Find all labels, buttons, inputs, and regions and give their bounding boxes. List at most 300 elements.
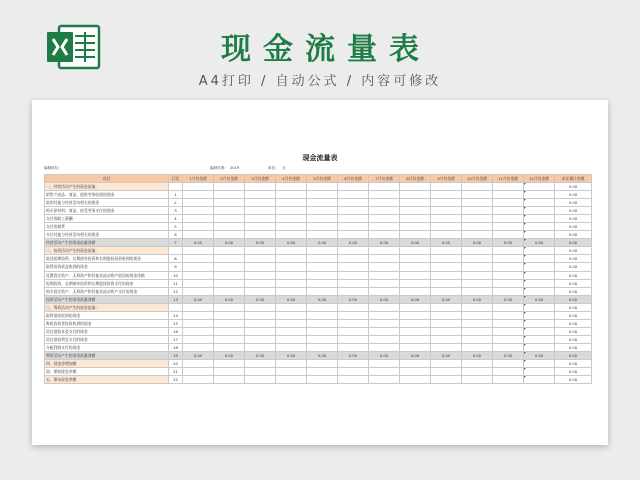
annual-total-cell[interactable]: 0.00 bbox=[555, 360, 592, 368]
month-amount-cell[interactable] bbox=[369, 376, 400, 384]
month-amount-cell[interactable] bbox=[431, 183, 462, 191]
row-line-number[interactable]: 15 bbox=[169, 319, 183, 327]
month-amount-cell[interactable] bbox=[493, 263, 524, 271]
month-amount-cell[interactable] bbox=[369, 287, 400, 295]
month-amount-cell[interactable] bbox=[183, 231, 214, 239]
month-amount-cell[interactable] bbox=[493, 343, 524, 351]
month-amount-cell[interactable] bbox=[276, 183, 307, 191]
month-amount-cell[interactable] bbox=[338, 223, 369, 231]
month-amount-cell[interactable] bbox=[462, 343, 493, 351]
month-amount-cell[interactable] bbox=[462, 327, 493, 335]
month-amount-cell[interactable] bbox=[462, 247, 493, 255]
month-amount-cell[interactable] bbox=[493, 207, 524, 215]
month-amount-cell[interactable] bbox=[431, 279, 462, 287]
annual-total-cell[interactable]: 0.00 bbox=[555, 199, 592, 207]
month-amount-cell[interactable] bbox=[307, 303, 338, 311]
row-line-number[interactable] bbox=[169, 183, 183, 191]
month-amount-cell[interactable] bbox=[307, 183, 338, 191]
month-amount-cell[interactable] bbox=[245, 263, 276, 271]
month-amount-cell[interactable] bbox=[183, 335, 214, 343]
month-amount-cell[interactable] bbox=[307, 255, 338, 263]
month-amount-cell[interactable] bbox=[276, 311, 307, 319]
month-amount-cell[interactable] bbox=[276, 303, 307, 311]
month-amount-cell[interactable] bbox=[369, 215, 400, 223]
row-label[interactable]: 支付其他与经营活动相关的现金 bbox=[45, 231, 169, 239]
month-amount-cell[interactable] bbox=[369, 303, 400, 311]
annual-total-cell[interactable]: 0.00 bbox=[555, 223, 592, 231]
month-amount-cell[interactable] bbox=[245, 191, 276, 199]
month-amount-cell[interactable] bbox=[400, 303, 431, 311]
month-amount-cell[interactable] bbox=[276, 279, 307, 287]
month-amount-cell[interactable] bbox=[462, 271, 493, 279]
month-amount-cell[interactable] bbox=[338, 263, 369, 271]
month-amount-cell[interactable] bbox=[462, 207, 493, 215]
month-amount-cell[interactable] bbox=[431, 223, 462, 231]
month-amount-cell[interactable]: 0.00 bbox=[431, 295, 462, 303]
month-amount-cell[interactable] bbox=[214, 207, 245, 215]
month-amount-cell[interactable] bbox=[245, 303, 276, 311]
month-amount-cell[interactable] bbox=[493, 247, 524, 255]
month-amount-cell[interactable] bbox=[307, 360, 338, 368]
row-line-number[interactable]: 5 bbox=[169, 223, 183, 231]
annual-total-cell[interactable]: 0.00 bbox=[555, 239, 592, 247]
month-amount-cell[interactable] bbox=[524, 335, 555, 343]
month-amount-cell[interactable] bbox=[276, 263, 307, 271]
row-label[interactable]: 收回短期投资、长期债券投资和长期股权投资收到的现金 bbox=[45, 255, 169, 263]
month-amount-cell[interactable] bbox=[400, 255, 431, 263]
row-line-number[interactable]: 19 bbox=[169, 351, 183, 359]
month-amount-cell[interactable]: 0.00 bbox=[338, 295, 369, 303]
month-amount-cell[interactable]: 0.00 bbox=[524, 239, 555, 247]
annual-total-cell[interactable]: 0.00 bbox=[555, 271, 592, 279]
annual-total-cell[interactable]: 0.00 bbox=[555, 335, 592, 343]
row-line-number[interactable]: 7 bbox=[169, 239, 183, 247]
month-amount-cell[interactable] bbox=[431, 311, 462, 319]
month-amount-cell[interactable] bbox=[431, 255, 462, 263]
month-amount-cell[interactable] bbox=[400, 247, 431, 255]
month-amount-cell[interactable]: 0.00 bbox=[245, 239, 276, 247]
month-amount-cell[interactable] bbox=[369, 231, 400, 239]
month-amount-cell[interactable] bbox=[400, 263, 431, 271]
row-line-number[interactable]: 3 bbox=[169, 207, 183, 215]
month-amount-cell[interactable] bbox=[307, 327, 338, 335]
month-amount-cell[interactable] bbox=[214, 376, 245, 384]
month-amount-cell[interactable] bbox=[369, 199, 400, 207]
month-amount-cell[interactable] bbox=[400, 319, 431, 327]
month-amount-cell[interactable] bbox=[276, 215, 307, 223]
month-amount-cell[interactable] bbox=[524, 231, 555, 239]
month-amount-cell[interactable] bbox=[400, 279, 431, 287]
month-amount-cell[interactable] bbox=[524, 327, 555, 335]
month-amount-cell[interactable] bbox=[462, 231, 493, 239]
month-amount-cell[interactable] bbox=[338, 247, 369, 255]
month-amount-cell[interactable] bbox=[493, 191, 524, 199]
annual-total-cell[interactable]: 0.00 bbox=[555, 295, 592, 303]
month-amount-cell[interactable] bbox=[245, 368, 276, 376]
month-amount-cell[interactable] bbox=[338, 335, 369, 343]
month-amount-cell[interactable] bbox=[493, 327, 524, 335]
month-amount-cell[interactable]: 0.00 bbox=[276, 295, 307, 303]
month-amount-cell[interactable] bbox=[462, 223, 493, 231]
month-amount-cell[interactable] bbox=[369, 191, 400, 199]
month-amount-cell[interactable] bbox=[245, 207, 276, 215]
annual-total-cell[interactable]: 0.00 bbox=[555, 311, 592, 319]
month-amount-cell[interactable]: 0.00 bbox=[400, 295, 431, 303]
month-amount-cell[interactable] bbox=[493, 183, 524, 191]
month-amount-cell[interactable] bbox=[245, 231, 276, 239]
row-label[interactable]: 三、筹资活动产生的现金流量: bbox=[45, 303, 169, 311]
month-amount-cell[interactable] bbox=[183, 263, 214, 271]
month-amount-cell[interactable] bbox=[338, 319, 369, 327]
month-amount-cell[interactable] bbox=[276, 255, 307, 263]
row-line-number[interactable]: 13 bbox=[169, 295, 183, 303]
month-amount-cell[interactable] bbox=[183, 287, 214, 295]
month-amount-cell[interactable] bbox=[338, 255, 369, 263]
month-amount-cell[interactable] bbox=[245, 271, 276, 279]
month-amount-cell[interactable]: 0.00 bbox=[276, 351, 307, 359]
month-amount-cell[interactable] bbox=[400, 343, 431, 351]
month-amount-cell[interactable] bbox=[524, 287, 555, 295]
month-amount-cell[interactable] bbox=[462, 287, 493, 295]
month-amount-cell[interactable] bbox=[214, 327, 245, 335]
annual-total-cell[interactable]: 0.00 bbox=[555, 183, 592, 191]
month-amount-cell[interactable] bbox=[276, 319, 307, 327]
row-line-number[interactable]: 11 bbox=[169, 279, 183, 287]
month-amount-cell[interactable] bbox=[245, 311, 276, 319]
month-amount-cell[interactable] bbox=[214, 199, 245, 207]
month-amount-cell[interactable]: 0.00 bbox=[462, 351, 493, 359]
month-amount-cell[interactable]: 0.00 bbox=[307, 295, 338, 303]
row-label[interactable]: 四、现金净增加额 bbox=[45, 360, 169, 368]
month-amount-cell[interactable] bbox=[183, 311, 214, 319]
month-amount-cell[interactable] bbox=[338, 360, 369, 368]
row-line-number[interactable]: 1 bbox=[169, 191, 183, 199]
month-amount-cell[interactable] bbox=[400, 271, 431, 279]
row-line-number[interactable]: 16 bbox=[169, 327, 183, 335]
month-amount-cell[interactable] bbox=[431, 215, 462, 223]
row-label[interactable]: 取得借款收到的现金 bbox=[45, 311, 169, 319]
month-amount-cell[interactable] bbox=[369, 263, 400, 271]
month-amount-cell[interactable] bbox=[431, 343, 462, 351]
month-amount-cell[interactable] bbox=[338, 287, 369, 295]
month-amount-cell[interactable] bbox=[307, 271, 338, 279]
month-amount-cell[interactable] bbox=[183, 303, 214, 311]
month-amount-cell[interactable] bbox=[307, 311, 338, 319]
month-amount-cell[interactable] bbox=[245, 319, 276, 327]
month-amount-cell[interactable]: 0.00 bbox=[400, 239, 431, 247]
month-amount-cell[interactable]: 0.00 bbox=[369, 239, 400, 247]
month-amount-cell[interactable] bbox=[431, 319, 462, 327]
row-line-number[interactable]: 4 bbox=[169, 215, 183, 223]
month-amount-cell[interactable] bbox=[400, 199, 431, 207]
month-amount-cell[interactable]: 0.00 bbox=[493, 295, 524, 303]
month-amount-cell[interactable] bbox=[276, 199, 307, 207]
month-amount-cell[interactable] bbox=[462, 183, 493, 191]
row-label[interactable]: 处置固定资产、无形资产和其他非流动资产收回的现金净额 bbox=[45, 271, 169, 279]
month-amount-cell[interactable] bbox=[400, 327, 431, 335]
annual-total-cell[interactable]: 0.00 bbox=[555, 287, 592, 295]
month-amount-cell[interactable] bbox=[214, 311, 245, 319]
month-amount-cell[interactable] bbox=[245, 223, 276, 231]
month-amount-cell[interactable] bbox=[338, 207, 369, 215]
month-amount-cell[interactable] bbox=[400, 231, 431, 239]
month-amount-cell[interactable] bbox=[369, 311, 400, 319]
month-amount-cell[interactable] bbox=[524, 263, 555, 271]
month-amount-cell[interactable] bbox=[245, 183, 276, 191]
month-amount-cell[interactable] bbox=[369, 343, 400, 351]
row-line-number[interactable]: 9 bbox=[169, 263, 183, 271]
month-amount-cell[interactable] bbox=[214, 335, 245, 343]
month-amount-cell[interactable]: 0.00 bbox=[245, 351, 276, 359]
month-amount-cell[interactable] bbox=[276, 376, 307, 384]
month-amount-cell[interactable] bbox=[431, 263, 462, 271]
month-amount-cell[interactable] bbox=[400, 215, 431, 223]
month-amount-cell[interactable] bbox=[369, 327, 400, 335]
month-amount-cell[interactable] bbox=[493, 368, 524, 376]
month-amount-cell[interactable] bbox=[338, 376, 369, 384]
month-amount-cell[interactable] bbox=[276, 360, 307, 368]
month-amount-cell[interactable] bbox=[369, 279, 400, 287]
month-amount-cell[interactable] bbox=[369, 255, 400, 263]
month-amount-cell[interactable] bbox=[493, 279, 524, 287]
annual-total-cell[interactable]: 0.00 bbox=[555, 207, 592, 215]
month-amount-cell[interactable] bbox=[524, 343, 555, 351]
annual-total-cell[interactable]: 0.00 bbox=[555, 351, 592, 359]
row-label[interactable]: 吸收投资者投资收到的现金 bbox=[45, 319, 169, 327]
month-amount-cell[interactable] bbox=[493, 360, 524, 368]
month-amount-cell[interactable] bbox=[431, 247, 462, 255]
month-amount-cell[interactable] bbox=[462, 360, 493, 368]
month-amount-cell[interactable]: 0.00 bbox=[431, 239, 462, 247]
row-label[interactable]: 偿还借款本金支付的现金 bbox=[45, 327, 169, 335]
month-amount-cell[interactable] bbox=[431, 191, 462, 199]
month-amount-cell[interactable] bbox=[524, 303, 555, 311]
month-amount-cell[interactable] bbox=[369, 319, 400, 327]
month-amount-cell[interactable] bbox=[524, 247, 555, 255]
month-amount-cell[interactable] bbox=[245, 199, 276, 207]
month-amount-cell[interactable] bbox=[307, 223, 338, 231]
month-amount-cell[interactable] bbox=[369, 207, 400, 215]
month-amount-cell[interactable] bbox=[338, 183, 369, 191]
month-amount-cell[interactable] bbox=[214, 255, 245, 263]
month-amount-cell[interactable] bbox=[493, 199, 524, 207]
month-amount-cell[interactable] bbox=[369, 335, 400, 343]
month-amount-cell[interactable]: 0.00 bbox=[276, 239, 307, 247]
row-label[interactable]: 一、经营活动产生的现金流量: bbox=[45, 183, 169, 191]
month-amount-cell[interactable] bbox=[338, 303, 369, 311]
month-amount-cell[interactable] bbox=[369, 223, 400, 231]
month-amount-cell[interactable] bbox=[276, 343, 307, 351]
month-amount-cell[interactable] bbox=[524, 215, 555, 223]
month-amount-cell[interactable] bbox=[245, 215, 276, 223]
month-amount-cell[interactable] bbox=[183, 319, 214, 327]
month-amount-cell[interactable]: 0.00 bbox=[214, 351, 245, 359]
row-label[interactable]: 销售产成品、商品、提供劳务收到的现金 bbox=[45, 191, 169, 199]
month-amount-cell[interactable] bbox=[493, 271, 524, 279]
month-amount-cell[interactable] bbox=[338, 191, 369, 199]
month-amount-cell[interactable] bbox=[307, 343, 338, 351]
month-amount-cell[interactable] bbox=[183, 255, 214, 263]
row-label[interactable]: 筹资活动产生的现金流量净额 bbox=[45, 351, 169, 359]
month-amount-cell[interactable]: 0.00 bbox=[493, 239, 524, 247]
annual-total-cell[interactable]: 0.00 bbox=[555, 255, 592, 263]
month-amount-cell[interactable] bbox=[493, 376, 524, 384]
month-amount-cell[interactable] bbox=[307, 263, 338, 271]
month-amount-cell[interactable] bbox=[214, 215, 245, 223]
month-amount-cell[interactable] bbox=[462, 199, 493, 207]
month-amount-cell[interactable] bbox=[338, 368, 369, 376]
month-amount-cell[interactable]: 0.00 bbox=[214, 295, 245, 303]
annual-total-cell[interactable]: 0.00 bbox=[555, 191, 592, 199]
month-amount-cell[interactable] bbox=[400, 335, 431, 343]
row-label[interactable]: 经营活动产生的现金流量净额 bbox=[45, 239, 169, 247]
annual-total-cell[interactable]: 0.00 bbox=[555, 263, 592, 271]
month-amount-cell[interactable] bbox=[183, 199, 214, 207]
annual-total-cell[interactable]: 0.00 bbox=[555, 368, 592, 376]
annual-total-cell[interactable]: 0.00 bbox=[555, 376, 592, 384]
row-label[interactable]: 投资活动产生的现金流量净额 bbox=[45, 295, 169, 303]
month-amount-cell[interactable] bbox=[307, 335, 338, 343]
row-line-number[interactable]: 22 bbox=[169, 376, 183, 384]
month-amount-cell[interactable] bbox=[183, 327, 214, 335]
month-amount-cell[interactable] bbox=[183, 368, 214, 376]
annual-total-cell[interactable]: 0.00 bbox=[555, 215, 592, 223]
month-amount-cell[interactable] bbox=[338, 271, 369, 279]
month-amount-cell[interactable] bbox=[369, 368, 400, 376]
month-amount-cell[interactable] bbox=[493, 287, 524, 295]
annual-total-cell[interactable]: 0.00 bbox=[555, 343, 592, 351]
month-amount-cell[interactable] bbox=[307, 376, 338, 384]
month-amount-cell[interactable] bbox=[183, 271, 214, 279]
month-amount-cell[interactable] bbox=[214, 247, 245, 255]
month-amount-cell[interactable] bbox=[369, 247, 400, 255]
month-amount-cell[interactable] bbox=[493, 319, 524, 327]
month-amount-cell[interactable] bbox=[524, 279, 555, 287]
month-amount-cell[interactable] bbox=[214, 368, 245, 376]
row-line-number[interactable]: 6 bbox=[169, 231, 183, 239]
month-amount-cell[interactable] bbox=[400, 191, 431, 199]
month-amount-cell[interactable] bbox=[183, 223, 214, 231]
month-amount-cell[interactable] bbox=[400, 207, 431, 215]
month-amount-cell[interactable] bbox=[245, 247, 276, 255]
month-amount-cell[interactable] bbox=[462, 191, 493, 199]
month-amount-cell[interactable] bbox=[431, 327, 462, 335]
month-amount-cell[interactable] bbox=[214, 263, 245, 271]
month-amount-cell[interactable] bbox=[338, 311, 369, 319]
month-amount-cell[interactable]: 0.00 bbox=[183, 239, 214, 247]
month-amount-cell[interactable] bbox=[276, 335, 307, 343]
month-amount-cell[interactable] bbox=[431, 335, 462, 343]
month-amount-cell[interactable]: 0.00 bbox=[369, 295, 400, 303]
row-label[interactable]: 加：期初现金余额 bbox=[45, 368, 169, 376]
month-amount-cell[interactable] bbox=[524, 199, 555, 207]
month-amount-cell[interactable]: 0.00 bbox=[307, 239, 338, 247]
month-amount-cell[interactable] bbox=[524, 183, 555, 191]
row-label[interactable]: 短期投资、长期债券投资和长期股权投资支付的现金 bbox=[45, 279, 169, 287]
month-amount-cell[interactable] bbox=[431, 207, 462, 215]
row-label[interactable]: 取得投资收益收到的现金 bbox=[45, 263, 169, 271]
month-amount-cell[interactable] bbox=[338, 343, 369, 351]
row-label[interactable]: 支付的职工薪酬 bbox=[45, 215, 169, 223]
month-amount-cell[interactable]: 0.00 bbox=[431, 351, 462, 359]
month-amount-cell[interactable] bbox=[400, 287, 431, 295]
month-amount-cell[interactable] bbox=[183, 183, 214, 191]
row-line-number[interactable]: 18 bbox=[169, 343, 183, 351]
month-amount-cell[interactable]: 0.00 bbox=[524, 295, 555, 303]
month-amount-cell[interactable] bbox=[462, 303, 493, 311]
month-amount-cell[interactable] bbox=[369, 271, 400, 279]
month-amount-cell[interactable] bbox=[431, 199, 462, 207]
row-line-number[interactable]: 2 bbox=[169, 199, 183, 207]
month-amount-cell[interactable] bbox=[338, 327, 369, 335]
month-amount-cell[interactable] bbox=[524, 368, 555, 376]
month-amount-cell[interactable] bbox=[524, 223, 555, 231]
month-amount-cell[interactable]: 0.00 bbox=[493, 351, 524, 359]
month-amount-cell[interactable] bbox=[462, 319, 493, 327]
month-amount-cell[interactable] bbox=[524, 191, 555, 199]
month-amount-cell[interactable] bbox=[214, 287, 245, 295]
month-amount-cell[interactable] bbox=[214, 183, 245, 191]
month-amount-cell[interactable] bbox=[400, 360, 431, 368]
row-line-number[interactable]: 21 bbox=[169, 368, 183, 376]
row-label[interactable]: 偿还借款利息支付的现金 bbox=[45, 335, 169, 343]
month-amount-cell[interactable] bbox=[245, 343, 276, 351]
month-amount-cell[interactable] bbox=[462, 368, 493, 376]
month-amount-cell[interactable] bbox=[276, 191, 307, 199]
month-amount-cell[interactable]: 0.00 bbox=[369, 351, 400, 359]
month-amount-cell[interactable] bbox=[214, 360, 245, 368]
month-amount-cell[interactable]: 0.00 bbox=[183, 351, 214, 359]
month-amount-cell[interactable] bbox=[493, 215, 524, 223]
month-amount-cell[interactable] bbox=[338, 231, 369, 239]
row-line-number[interactable]: 20 bbox=[169, 360, 183, 368]
month-amount-cell[interactable] bbox=[524, 360, 555, 368]
annual-total-cell[interactable]: 0.00 bbox=[555, 303, 592, 311]
row-line-number[interactable]: 17 bbox=[169, 335, 183, 343]
month-amount-cell[interactable] bbox=[431, 368, 462, 376]
row-line-number[interactable]: 14 bbox=[169, 311, 183, 319]
month-amount-cell[interactable] bbox=[245, 279, 276, 287]
month-amount-cell[interactable] bbox=[431, 231, 462, 239]
month-amount-cell[interactable]: 0.00 bbox=[462, 295, 493, 303]
month-amount-cell[interactable]: 0.00 bbox=[400, 351, 431, 359]
month-amount-cell[interactable] bbox=[493, 311, 524, 319]
month-amount-cell[interactable] bbox=[431, 303, 462, 311]
month-amount-cell[interactable] bbox=[276, 231, 307, 239]
month-amount-cell[interactable] bbox=[400, 223, 431, 231]
month-amount-cell[interactable] bbox=[214, 271, 245, 279]
month-amount-cell[interactable] bbox=[369, 360, 400, 368]
month-amount-cell[interactable] bbox=[307, 199, 338, 207]
month-amount-cell[interactable] bbox=[462, 215, 493, 223]
month-amount-cell[interactable]: 0.00 bbox=[338, 351, 369, 359]
month-amount-cell[interactable] bbox=[214, 279, 245, 287]
month-amount-cell[interactable] bbox=[276, 223, 307, 231]
month-amount-cell[interactable] bbox=[214, 231, 245, 239]
row-line-number[interactable]: 12 bbox=[169, 287, 183, 295]
month-amount-cell[interactable] bbox=[462, 376, 493, 384]
row-label[interactable]: 支付的税费 bbox=[45, 223, 169, 231]
row-label[interactable]: 分配利润支付的现金 bbox=[45, 343, 169, 351]
month-amount-cell[interactable] bbox=[183, 279, 214, 287]
month-amount-cell[interactable]: 0.00 bbox=[462, 239, 493, 247]
row-label[interactable]: 二、投资活动产生的现金流量: bbox=[45, 247, 169, 255]
annual-total-cell[interactable]: 0.00 bbox=[555, 319, 592, 327]
month-amount-cell[interactable] bbox=[183, 207, 214, 215]
row-line-number[interactable]: 10 bbox=[169, 271, 183, 279]
month-amount-cell[interactable] bbox=[493, 335, 524, 343]
row-label[interactable]: 收到其他与经营活动相关的现金 bbox=[45, 199, 169, 207]
